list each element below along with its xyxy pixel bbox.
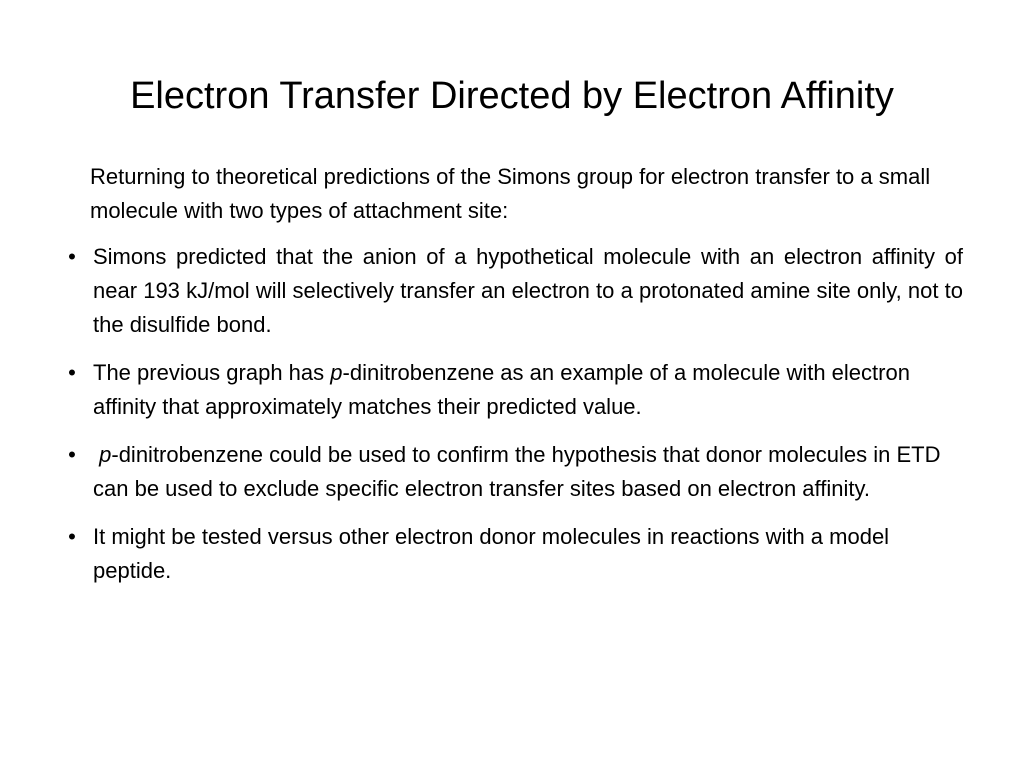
bullet-text: Simons predicted that the anion of a hypothetical molecule with an electron affinity of near 193 kJ/mol will selectively transfer an electron to a protonated amine site only, not to the disulfide bond. bbox=[93, 244, 963, 337]
bullet-list bbox=[68, 240, 963, 588]
bullet-text: It might be tested versus other electron donor molecules in reactions with a model peptide. bbox=[93, 524, 890, 583]
bullet-item-1 bbox=[68, 240, 963, 342]
bullet-text bbox=[93, 442, 947, 501]
bullet-item-4 bbox=[68, 520, 963, 588]
bullet-text-italic: p bbox=[330, 360, 343, 385]
bullet-item-3 bbox=[68, 438, 963, 506]
slide-title: Electron Transfer Directed by Electron Affinity bbox=[130, 75, 894, 117]
bullet-item-2 bbox=[68, 356, 963, 424]
bullet-icon: • bbox=[68, 524, 76, 549]
intro-paragraph: Returning to theoretical predictions of the Simons group for electron transfer to a small molecule with two types of attachment site: bbox=[90, 164, 931, 223]
bullet-text-italic: p bbox=[99, 442, 112, 467]
bullet-icon: • bbox=[68, 442, 76, 467]
bullet-icon: • bbox=[68, 360, 76, 385]
bullet-text-prefix: The previous graph has bbox=[93, 360, 331, 385]
bullet-text-suffix: -dinitrobenzene could be used to confirm the hypothesis that donor molecules in ETD can be used to exclude specific electron transfer sites based on electron affinity. bbox=[93, 442, 947, 501]
bullet-text-suffix: -dinitrobenzene as an example of a molecule with electron affinity that approximately matches their predicted value. bbox=[93, 360, 910, 419]
slide-body bbox=[68, 160, 963, 602]
bullet-text bbox=[93, 360, 910, 419]
bullet-icon: • bbox=[68, 244, 76, 269]
